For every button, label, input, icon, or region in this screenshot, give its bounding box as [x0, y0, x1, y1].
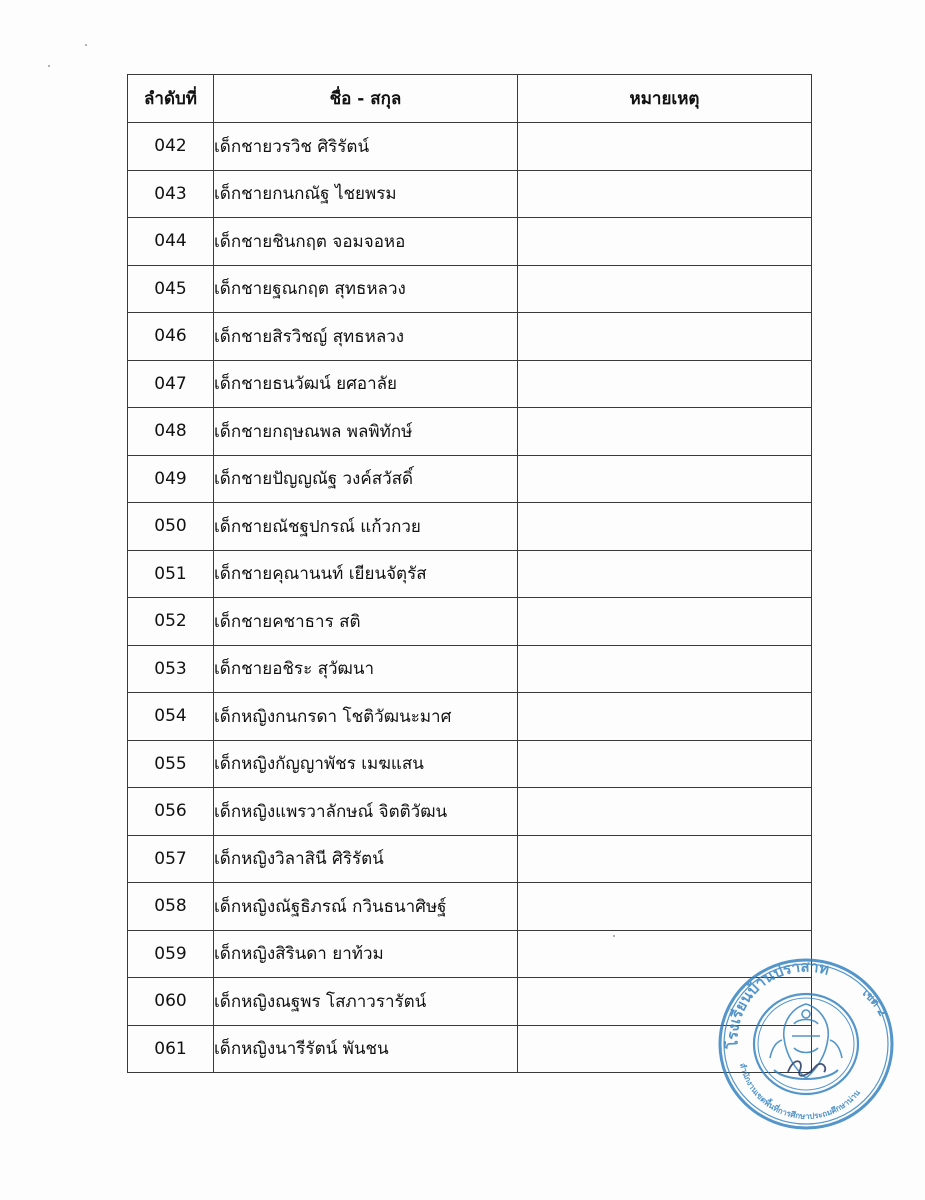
student-name: เด็กหญิงณัฐธิภรณ์ กวินธนาศิษฐ์ — [214, 883, 518, 931]
note-cell — [518, 170, 812, 218]
stamp-right-text: เขต 2 — [860, 986, 890, 1019]
table-row — [128, 360, 812, 408]
row-number: 046 — [128, 313, 214, 361]
row-number: 059 — [128, 930, 214, 978]
note-cell — [518, 693, 812, 741]
table-row — [128, 123, 812, 171]
table-row — [128, 550, 812, 598]
stamp-top-text: โรงเรียนบ้านปราสาท — [723, 957, 832, 1049]
row-number: 060 — [128, 978, 214, 1026]
row-number: 048 — [128, 408, 214, 456]
header-number: ลำดับที่ — [128, 75, 214, 123]
student-name: เด็กชายกนกณัฐ ไชยพรม — [214, 170, 518, 218]
table-row — [128, 218, 812, 266]
table-row — [128, 170, 812, 218]
note-cell — [518, 265, 812, 313]
row-number: 055 — [128, 740, 214, 788]
student-name: เด็กชายฐณกฤต สุทธหลวง — [214, 265, 518, 313]
table-row — [128, 978, 812, 1026]
note-cell — [518, 360, 812, 408]
student-name: เด็กชายกฤษณพล พลพิทักษ์ — [214, 408, 518, 456]
scan-speck — [48, 65, 50, 67]
student-name: เด็กชายธนวัฒน์ ยศอาลัย — [214, 360, 518, 408]
table-row — [128, 598, 812, 646]
note-cell — [518, 598, 812, 646]
table-row — [128, 740, 812, 788]
row-number: 056 — [128, 788, 214, 836]
row-number: 044 — [128, 218, 214, 266]
student-name: เด็กหญิงนารีรัตน์ พันชน — [214, 1025, 518, 1073]
note-cell — [518, 645, 812, 693]
header-note: หมายเหตุ — [518, 75, 812, 123]
table-row — [128, 313, 812, 361]
table-row — [128, 693, 812, 741]
table-row — [128, 265, 812, 313]
student-name: เด็กชายอชิระ สุวัฒนา — [214, 645, 518, 693]
student-name: เด็กหญิงกัญญาพัชร เมฆแสน — [214, 740, 518, 788]
signature-scribble — [788, 1061, 825, 1076]
note-cell — [518, 313, 812, 361]
table-row — [128, 408, 812, 456]
header-name: ชื่อ - สกุล — [214, 75, 518, 123]
student-name: เด็กหญิงวิลาสินี ศิริรัตน์ — [214, 835, 518, 883]
student-name: เด็กชายคชาธาร สติ — [214, 598, 518, 646]
table-row — [128, 455, 812, 503]
table-row — [128, 1025, 812, 1073]
note-cell — [518, 503, 812, 551]
row-number: 047 — [128, 360, 214, 408]
row-number: 042 — [128, 123, 214, 171]
note-cell — [518, 218, 812, 266]
row-number: 053 — [128, 645, 214, 693]
student-name: เด็กหญิงณฐพร โสภาวรารัตน์ — [214, 978, 518, 1026]
school-emblem-icon — [770, 1004, 842, 1079]
note-cell — [518, 788, 812, 836]
note-cell — [518, 550, 812, 598]
student-name: เด็กชายคุณานนท์ เยียนจัตุรัส — [214, 550, 518, 598]
scan-speck — [613, 935, 615, 937]
note-cell — [518, 740, 812, 788]
row-number: 050 — [128, 503, 214, 551]
student-name: เด็กหญิงแพรวาลักษณ์ จิตติวัฒน — [214, 788, 518, 836]
note-cell — [518, 455, 812, 503]
table-row — [128, 645, 812, 693]
student-name: เด็กหญิงกนกรดา โชติวัฒนะมาศ — [214, 693, 518, 741]
row-number: 052 — [128, 598, 214, 646]
row-number: 045 — [128, 265, 214, 313]
row-number: 043 — [128, 170, 214, 218]
row-number: 057 — [128, 835, 214, 883]
note-cell — [518, 408, 812, 456]
student-name: เด็กชายณัชฐปกรณ์ แก้วกวย — [214, 503, 518, 551]
row-number: 051 — [128, 550, 214, 598]
table-header-row — [128, 75, 812, 123]
row-number: 061 — [128, 1025, 214, 1073]
student-name: เด็กชายชินกฤต จอมจอหอ — [214, 218, 518, 266]
note-cell — [518, 883, 812, 931]
scan-speck — [85, 44, 87, 46]
table-row — [128, 930, 812, 978]
table-row — [128, 788, 812, 836]
row-number: 058 — [128, 883, 214, 931]
school-seal-stamp — [712, 952, 898, 1134]
student-name: เด็กชายปัญญณัฐ วงค์สวัสดิ์ — [214, 455, 518, 503]
note-cell — [518, 123, 812, 171]
table-row — [128, 835, 812, 883]
note-cell — [518, 835, 812, 883]
row-number: 054 — [128, 693, 214, 741]
stamp-bottom-text: สำนักงานเขตพื้นที่การศึกษาประถมศึกษาน่าน — [737, 1062, 862, 1121]
table-row — [128, 883, 812, 931]
student-name: เด็กหญิงสิรินดา ยาท้วม — [214, 930, 518, 978]
row-number: 049 — [128, 455, 214, 503]
student-name: เด็กชายวรวิช ศิริรัตน์ — [214, 123, 518, 171]
student-roster-table — [127, 74, 812, 1073]
student-name: เด็กชายสิรวิชญ์ สุทธหลวง — [214, 313, 518, 361]
table-row — [128, 503, 812, 551]
